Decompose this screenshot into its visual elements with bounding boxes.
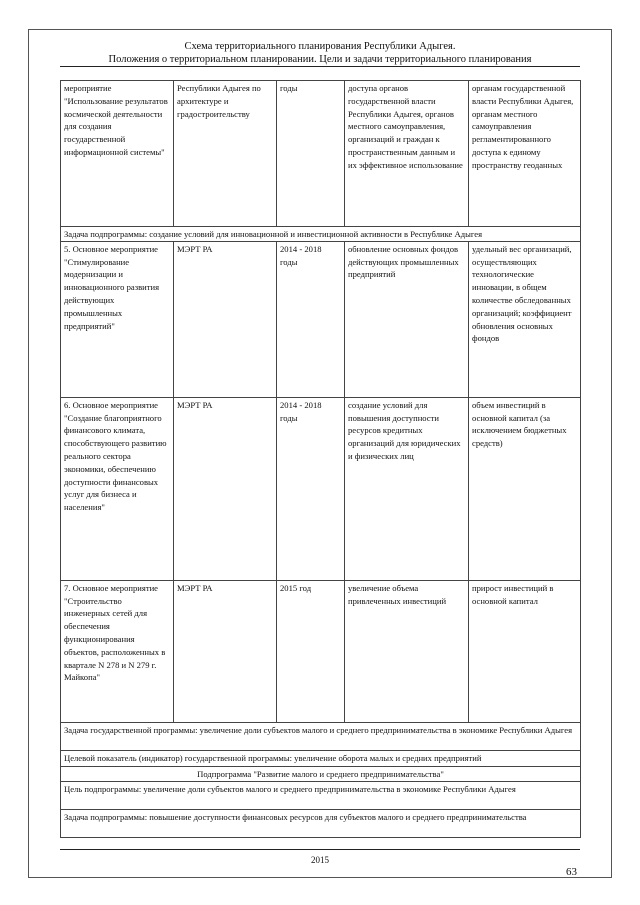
document-header: [60, 40, 580, 66]
executor-cell: МЭРТ РА: [174, 580, 277, 722]
table-row: [61, 750, 581, 766]
executor-cell: Республики Адыгея по архитектуре и градостроительству: [174, 81, 277, 227]
table-row: [61, 766, 581, 781]
table-row: [61, 809, 581, 837]
period-cell: 2015 год: [277, 580, 345, 722]
footer-rule: [60, 849, 580, 850]
executor-cell: МЭРТ РА: [174, 241, 277, 397]
footer-year: 2015: [311, 855, 329, 865]
page-number: 63: [566, 866, 577, 878]
indicator-cell: объем инвестиций в основной капитал (за исключением бюджетных средств): [469, 397, 581, 580]
table-row: [61, 580, 581, 722]
section-heading: Задача государственной программы: увеличение доли субъектов малого и среднего предпринимательства в экономике Республики Адыгея: [61, 722, 581, 750]
header-title: Схема территориального планирования Республики Адыгея.: [184, 41, 456, 52]
indicator-cell: органам государственной власти Республики Адыгея, органам местного самоуправления регламентированного доступа к единому пространству геоданных: [469, 81, 581, 227]
expected-result-cell: создание условий для повышения доступности ресурсов кредитных организаций для юридических и физических лиц: [345, 397, 469, 580]
section-heading: Целевой показатель (индикатор) государственной программы: увеличение оборота малых и средних предприятий: [61, 750, 581, 766]
table-row: [61, 397, 581, 580]
table-row: [61, 227, 581, 242]
header-rule: [60, 66, 580, 67]
section-heading: Цель подпрограммы: увеличение доли субъектов малого и среднего предпринимательства в экономике Республики Адыгея: [61, 781, 581, 809]
section-heading: Задача подпрограммы: создание условий для инновационной и инвестиционной активности в Республике Адыгея: [61, 227, 581, 242]
section-heading: Задача подпрограммы: повышение доступности финансовых ресурсов для субъектов малого и среднего предпринимательства: [61, 809, 581, 837]
measure-name-cell: 7. Основное мероприятие "Строительство инженерных сетей для обеспечения функционирования объектов, расположенных в квартале N 278 и N 279 г. Майкопа": [61, 580, 174, 722]
table-row: [61, 722, 581, 750]
indicator-cell: удельный вес организаций, осуществляющих технологические инновации, в общем количестве обследованных организаций; коэффициент обновления основных фондов: [469, 241, 581, 397]
measure-name-cell: 6. Основное мероприятие "Создание благоприятного финансового климата, способствующего развитию реального сектора экономики, обеспечению доступности финансовых услуг для бизнеса и населения": [61, 397, 174, 580]
period-cell: годы: [277, 81, 345, 227]
period-cell: 2014 - 2018 годы: [277, 241, 345, 397]
period-cell: 2014 - 2018 годы: [277, 397, 345, 580]
table-row: [61, 781, 581, 809]
measure-name-cell: 5. Основное мероприятие "Стимулирование модернизации и инновационного развития действующих промышленных предприятий": [61, 241, 174, 397]
measures-table: [60, 80, 581, 838]
subprogram-title: Подпрограмма "Развитие малого и среднего предпринимательства": [61, 766, 581, 781]
expected-result-cell: обновление основных фондов действующих промышленных предприятий: [345, 241, 469, 397]
table-row: [61, 81, 581, 227]
measure-name-cell: мероприятие "Использование результатов космической деятельности для создания государственной информационной системы": [61, 81, 174, 227]
table-row: [61, 241, 581, 397]
expected-result-cell: увеличение объема привлеченных инвестиций: [345, 580, 469, 722]
executor-cell: МЭРТ РА: [174, 397, 277, 580]
header-subtitle: Положения о территориальном планировании. Цели и задачи территориального планирования: [108, 54, 532, 65]
expected-result-cell: доступа органов государственной власти Республики Адыгея, органов местного самоуправления, организаций и граждан к пространственным данным и их эффективное использование: [345, 81, 469, 227]
indicator-cell: прирост инвестиций в основной капитал: [469, 580, 581, 722]
